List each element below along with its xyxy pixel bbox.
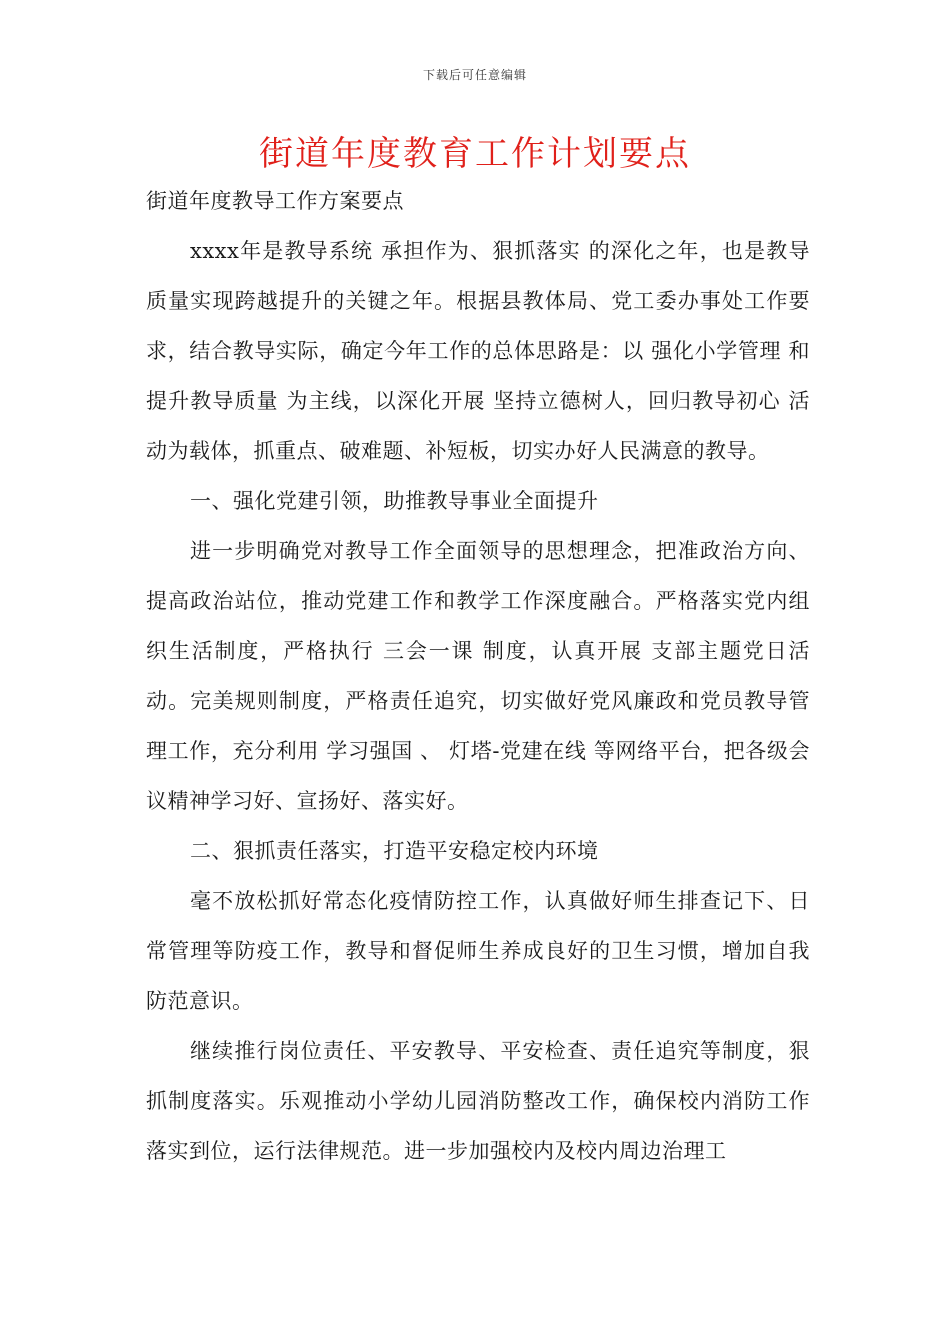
document-title: 街道年度教育工作计划要点 [259, 134, 691, 174]
document-body [146, 176, 810, 1176]
section-heading: 二、狠抓责任落实，打造平安稳定校内环境 [190, 839, 599, 863]
body-paragraph: 毫不放松抓好常态化疫情防控工作，认真做好师生排查记下、日常管理等防疫工作，教导和督促师生养成良好的卫生习惯，增加自我防范意识。 [146, 889, 810, 1013]
body-paragraph: xxxx年是教导系统 承担作为、狠抓落实 的深化之年，也是教导质量实现跨越提升的关键之年。根据县教体局、党工委办事处工作要求，结合教导实际，确定今年工作的总体思路是：以 强化小学管理 和 提升教导质量 为主线，以深化开展 坚持立德树人，回归教导初心 活动为载体，抓重点、破难题、补短板，切实办好人民满意的教导。 [146, 239, 810, 463]
section-heading: 一、强化党建引领，助推教导事业全面提升 [190, 489, 599, 513]
header-note: 下载后可任意编辑 [422, 68, 527, 82]
body-paragraph: 继续推行岗位责任、平安教导、平安检查、责任追究等制度，狠抓制度落实。乐观推动小学幼儿园消防整改工作，确保校内消防工作落实到位，运行法律规范。进一步加强校内及校内周边治理工 [146, 1039, 810, 1163]
body-paragraph: 进一步明确党对教导工作全面领导的思想理念，把准政治方向、提高政治站位，推动党建工作和教学工作深度融合。严格落实党内组织生活制度，严格执行 三会一课 制度，认真开展 支部主题党日活动。完美规则制度，严格责任追究，切实做好党风廉政和党员教导管理工作，充分利用 学习强国 、 灯塔-党建在线 等网络平台，把各级会议精神学习好、宣扬好、落实好。 [146, 539, 810, 813]
subtitle-paragraph: 街道年度教导工作方案要点 [146, 189, 404, 213]
